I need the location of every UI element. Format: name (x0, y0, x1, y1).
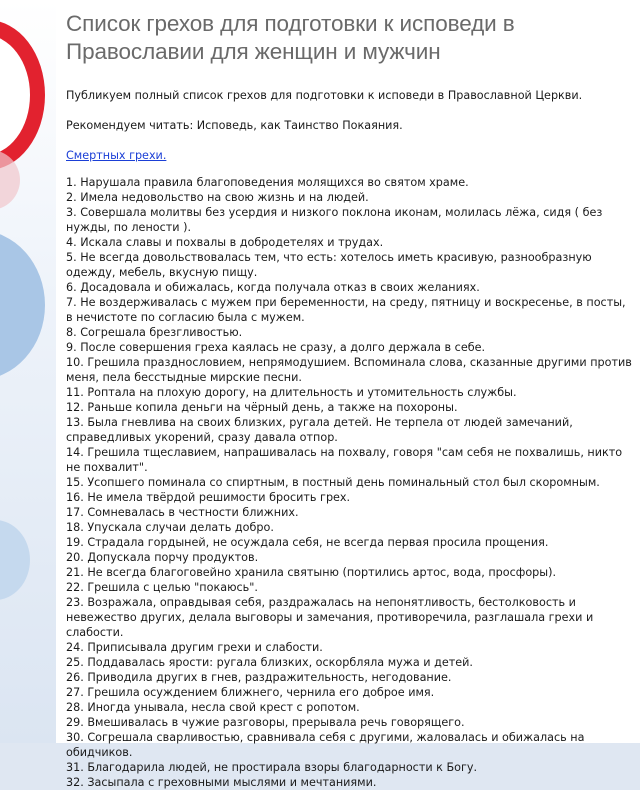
list-item: 19. Страдала гордыней, не осуждала себя, не всегда первая просила прощения. (66, 536, 549, 549)
list-item: 26. Приводила других в гнев, раздражительность, негодование. (66, 671, 452, 684)
article-content (56, 0, 640, 789)
intro-text: Публикуем полный список грехов для подготовки к исповеди в Православной Церкви. (66, 89, 583, 102)
sin-list (66, 175, 632, 790)
list-item: 20. Допускала порчу продуктов. (66, 551, 259, 564)
list-item: 27. Грешила осуждением ближнего, чернила его доброе имя. (66, 686, 435, 699)
recommend-text: Рекомендуем читать: Исповедь, как Таинство Покаяния. (66, 119, 403, 132)
list-item: 3. Совершала молитвы без усердия и низкого поклона иконам, молилась лёжа, сидя ( без нужды, по лености ). (66, 206, 603, 234)
list-item: 4. Искала славы и похвалы в добродетелях и трудах. (66, 236, 384, 249)
list-item: 15. Усопшего поминала со спиртным, в постный день поминальный стол был скоромным. (66, 476, 600, 489)
list-item: 10. Грешила празднословием, непрямодушием. Вспоминала слова, сказанные другими против меня, пела бесстыдные мирские песни. (66, 356, 632, 384)
list-item: 11. Роптала на плохую дорогу, на длительность и утомительность службы. (66, 386, 517, 399)
list-item: 32. Засыпала с греховными мыслями и мечтаниями. (66, 776, 377, 789)
page-title: Список грехов для подготовки к исповеди в Православии для женщин и мужчин (66, 11, 515, 64)
mortal-sins-link[interactable]: Смертных грехи. (66, 149, 167, 162)
list-item: 23. Возражала, оправдывая себя, раздражалась на непонятливость, бестолковость и невежество других, делала выговоры и замечания, противоречила, разглашала грехи и слабости. (66, 596, 594, 639)
list-item: 8. Согрешала брезгливостью. (66, 326, 243, 339)
list-item: 14. Грешила тщеславием, напрашивалась на похвалу, говоря "сам себя не похвалишь, никто не похвалит". (66, 446, 623, 474)
list-item: 6. Досадовала и обижалась, когда получала отказ в своих желаниях. (66, 281, 480, 294)
list-item: 21. Не всегда благоговейно хранила святыню (портились артос, вода, просфоры). (66, 566, 557, 579)
list-item: 28. Иногда унывала, несла свой крест с ропотом. (66, 701, 360, 714)
list-item: 22. Грешила с целью "покаюсь". (66, 581, 258, 594)
list-item: 7. Не воздерживалась с мужем при беременности, на среду, пятницу и воскресенье, в посты, в нечистоте по согласию была с мужем. (66, 296, 626, 324)
list-item: 2. Имела недовольство на свою жизнь и на людей. (66, 191, 369, 204)
left-decoration (0, 0, 56, 743)
list-item: 31. Благодарила людей, не простирала взоры благодарности к Богу. (66, 761, 478, 774)
list-item: 24. Приписывала другим грехи и слабости. (66, 641, 323, 654)
list-item: 13. Была гневлива на своих близких, ругала детей. Не терпела от людей замечаний, справедливых укорений, сразу давала отпор. (66, 416, 573, 444)
list-item: 30. Согрешала сварливостью, сравнивала себя с другими, жаловалась и обижалась на обидчиков. (66, 731, 585, 759)
list-item: 18. Упускала случаи делать добро. (66, 521, 274, 534)
light-blue-swirl-decoration (0, 520, 30, 600)
blue-swirl-decoration (0, 230, 45, 380)
list-item: 5. Не всегда довольствовалась тем, что есть: хотелось иметь красивую, разнообразную одежду, мебель, вкусную пищу. (66, 251, 592, 279)
list-item: 25. Поддавалась ярости: ругала близких, оскорбляла мужа и детей. (66, 656, 473, 669)
list-item: 17. Сомневалась в честности ближних. (66, 506, 299, 519)
list-item: 16. Не имела твёрдой решимости бросить грех. (66, 491, 351, 504)
list-item: 29. Вмешивалась в чужие разговоры, прерывала речь говорящего. (66, 716, 465, 729)
list-item: 12. Раньше копила деньги на чёрный день, а также на похороны. (66, 401, 458, 414)
list-item: 9. После совершения греха каялась не сразу, а долго держала в себе. (66, 341, 486, 354)
list-item: 1. Нарушала правила благоповедения молящихся во святом храме. (66, 176, 469, 189)
